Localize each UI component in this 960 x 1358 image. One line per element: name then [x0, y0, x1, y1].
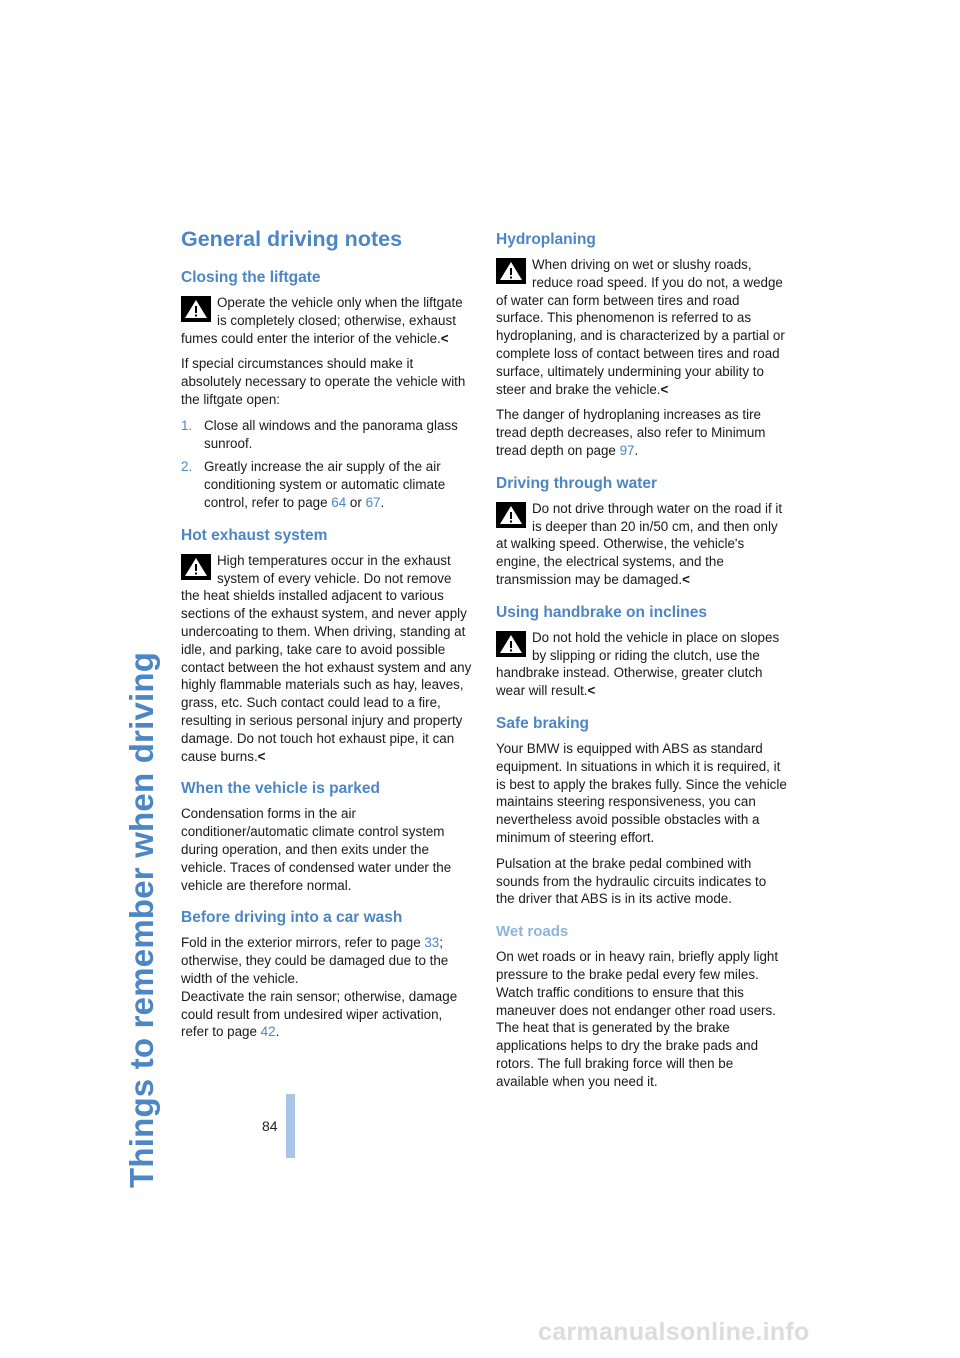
list-text: Close all windows and the panorama glass sunroof.	[204, 417, 458, 451]
paragraph-text: Deactivate the rain sensor; otherwise, damage could result from undesired wiper activation, refer to page	[181, 988, 458, 1040]
liftgate-warning	[181, 294, 473, 347]
right-column	[496, 230, 788, 1098]
parked-heading: When the vehicle is parked	[181, 780, 380, 798]
exhaust-warning	[181, 552, 473, 766]
warning-triangle-icon	[496, 258, 526, 284]
exhaust-heading: Hot exhaust system	[181, 526, 328, 544]
water-warning	[496, 500, 788, 589]
end-mark: <	[660, 381, 669, 397]
page-title: General driving notes	[181, 227, 403, 251]
left-column	[181, 226, 473, 1041]
warning-text: Do not drive through water on the road if it is deeper than 20 in/50 cm, and then only at walking speed. Otherwise, the vehicle's engine, the electrical systems, and the transmission may be damaged.	[496, 500, 783, 587]
warning-triangle-icon	[181, 296, 211, 322]
list-text: Greatly increase the air supply of the air conditioning system or automatic climate control, refer to page	[204, 459, 446, 510]
carwash-heading: Before driving into a car wash	[181, 909, 403, 927]
wet-roads-paragraph: On wet roads or in heavy rain, briefly apply light pressure to the brake pedal every few miles. Watch traffic conditions to ensure that this maneuver does not endanger other road users. The heat that is generated by the brake applications helps to dry the brake pads and rotors. The full braking force will then be available when you need it.	[496, 949, 779, 1089]
page-number: 84	[262, 1118, 278, 1134]
list-text: .	[380, 494, 385, 510]
warning-text: Do not hold the vehicle in place on slopes by slipping or riding the clutch, use the handbrake instead. Otherwise, greater clutch wear will result.	[496, 629, 780, 699]
paragraph-text: .	[275, 1024, 280, 1040]
end-mark: <	[257, 748, 266, 764]
hydroplaning-heading: Hydroplaning	[496, 231, 596, 248]
handbrake-heading: Using handbrake on inclines	[496, 603, 708, 621]
page-link-33[interactable]: 33	[424, 935, 440, 951]
wet-roads-heading: Wet roads	[496, 923, 569, 941]
warning-triangle-icon	[496, 631, 526, 657]
braking-heading: Safe braking	[496, 714, 590, 732]
paragraph-text: ; otherwise, they could be damaged due to the width of the vehicle.	[181, 935, 449, 986]
braking-paragraph-1: Your BMW is equipped with ABS as standard equipment. In situations in which it is required, it is best to apply the brakes fully. Since the vehicle maintains steering responsiveness, you can nevertheless avoid possible obstacles with a minimum of steering effort.	[496, 740, 787, 845]
paragraph-text: The danger of hydroplaning increases as tire tread depth decreases, also refer to Minimum tread depth on page	[496, 407, 766, 458]
list-number: 2.	[181, 459, 193, 475]
liftgate-heading: Closing the liftgate	[181, 269, 321, 286]
warning-text: High temperatures occur in the exhaust system of every vehicle. Do not remove the heat shields installed adjacent to various sections of the exhaust system, and never apply undercoating to them. When driving, standing at idle, and parking, take care to avoid possible contact between the hot exhaust system and any highly flammable materials such as hay, leaves, grass, etc. Such contact could lead to a fire, resulting in serious personal injury and property damage. Do not touch hot exhaust pipe, it can cause burns.	[181, 552, 472, 764]
paragraph-text: Fold in the exterior mirrors, refer to page	[181, 935, 425, 951]
hydroplaning-paragraph	[496, 406, 788, 459]
water-heading: Driving through water	[496, 474, 658, 492]
list-number: 1.	[181, 417, 193, 433]
liftgate-paragraph: If special circumstances should make it absolutely necessary to operate the vehicle with the liftgate open:	[181, 356, 466, 407]
list-item	[181, 458, 473, 511]
hydroplaning-warning	[496, 256, 788, 398]
page-link-64[interactable]: 64	[331, 494, 347, 510]
braking-paragraph-2: Pulsation at the brake pedal combined with sounds from the hydraulic circuits indicates to the driver that ABS is in its active mode.	[496, 855, 767, 907]
page-link-97[interactable]: 97	[619, 442, 635, 458]
list-item	[181, 417, 473, 453]
page-link-42[interactable]: 42	[260, 1024, 276, 1040]
liftgate-steps	[181, 417, 473, 512]
handbrake-warning	[496, 629, 788, 700]
end-mark: <	[440, 330, 449, 346]
page-link-67[interactable]: 67	[365, 494, 381, 510]
chapter-side-title: Things to remember when driving	[123, 651, 160, 1188]
page-number-bar	[286, 1094, 295, 1158]
warning-triangle-icon	[496, 502, 526, 528]
list-text: or	[346, 494, 366, 510]
end-mark: <	[587, 683, 596, 699]
paragraph-text: .	[634, 442, 639, 458]
parked-paragraph: Condensation forms in the air conditioner/automatic climate control system during operation, and then exits under the vehicle. Traces of condensed water under the vehicle are therefore normal.	[181, 806, 452, 893]
warning-text: Operate the vehicle only when the liftgate is completely closed; otherwise, exhaust fumes could enter the interior of the vehicle.	[181, 295, 463, 346]
warning-triangle-icon	[181, 554, 211, 580]
warning-text: When driving on wet or slushy roads, reduce road speed. If you do not, a wedge of water can form between tires and road surface. This phenomenon is referred to as hydroplaning, and is characterized by a partial or complete loss of contact between tires and road surface, ultimately undermining your ability to steer and brake the vehicle.	[496, 257, 785, 397]
end-mark: <	[682, 571, 690, 587]
watermark: carmanualsonline.info	[538, 1318, 810, 1346]
carwash-paragraph	[181, 934, 473, 1041]
